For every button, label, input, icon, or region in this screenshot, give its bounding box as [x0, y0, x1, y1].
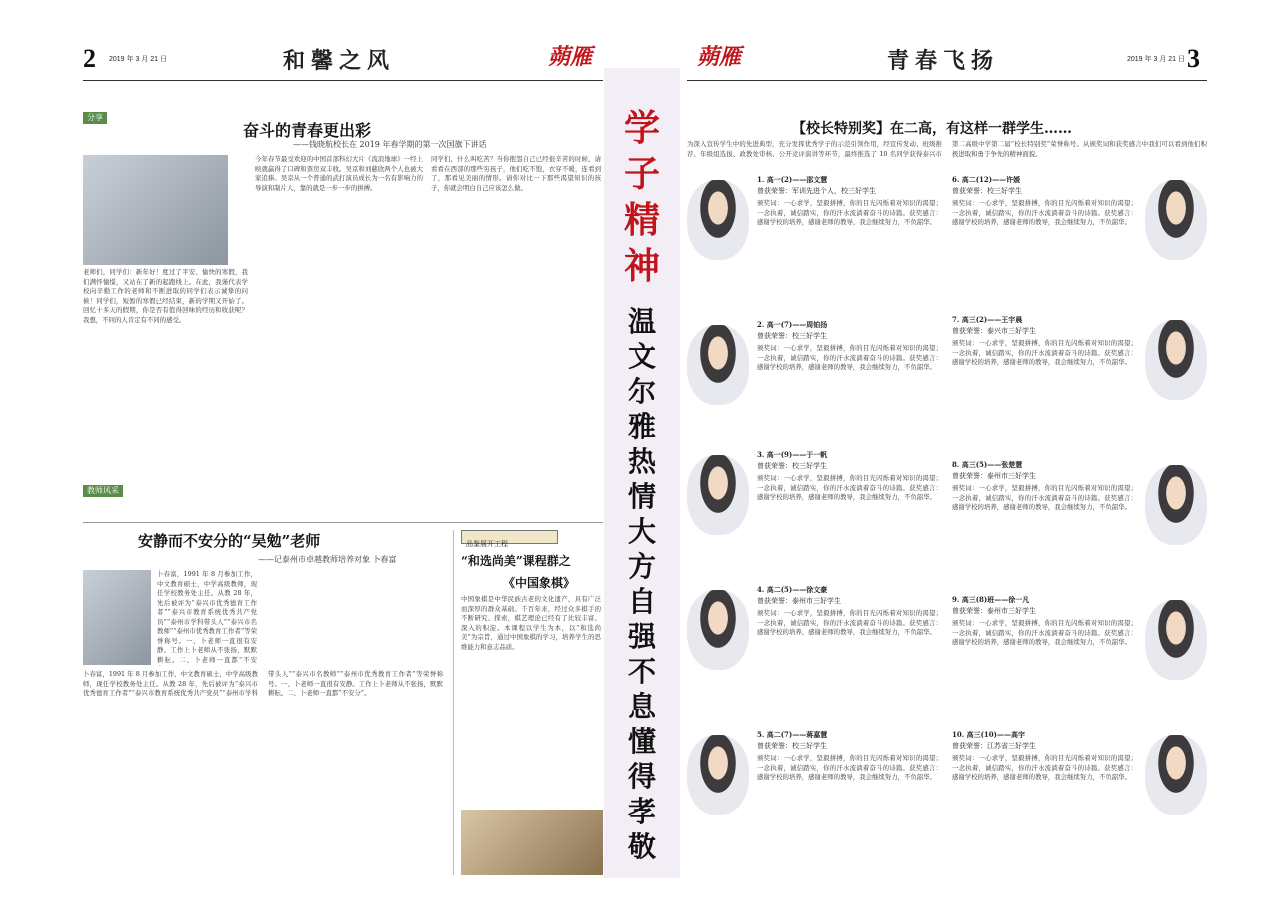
motto-char: 强 — [627, 620, 656, 653]
chess-class-photo — [461, 810, 603, 875]
issue-date: 2019 年 3 月 21 日 — [109, 56, 167, 63]
student-award-text: 颁奖词：一心求学，坚毅拼搏，你的目光闪烁着对知识的渴望；一念执着，诚信踏实，你的汗水流淌着奋斗的诗篇。获奖感言：感谢学校的培养，感谢老师的教导，我会继续努力，不负韶华。 — [757, 754, 942, 781]
student-award-text: 颁奖词：一心求学，坚毅拼搏，你的目光闪烁着对知识的渴望；一念执着，诚信踏实，你的汗水流淌着奋斗的诗篇。获奖感言：感谢学校的培养，感谢老师的教导，我会继续努力，不负韶华。 — [952, 199, 1137, 226]
page-number: 2 — [83, 44, 96, 73]
tag-share: 分享 — [83, 112, 107, 124]
student-award-text: 颁奖词：一心求学，坚毅拼搏，你的目光闪烁着对知识的渴望；一念执着，诚信踏实，你的汗水流淌着奋斗的诗篇。获奖感言：感谢学校的培养，感谢老师的教导，我会继续努力，不负韶华。 — [952, 339, 1137, 366]
motto-char: 得 — [627, 760, 656, 793]
article1-col1: 老师们，同学们：新年好！度过了平安、愉快的寒假，我们满怀憧憬，又站在了新的起跑线上。在此，我谨代表学校向辛勤工作的老师和不断进取的同学们表示诚挚的问候！同学们，短暂的寒假已经结束，新的学期又开始了。回忆十多天的假期，你是否有值得回味的经历和收获呢？我想，不同的人肯定有不同的感受。 — [83, 268, 248, 324]
newspaper-logo: 蒴雁 — [548, 44, 593, 70]
article1-byline: ——钱晓航校长在 2019 年春学期的第一次国旗下讲话 — [293, 140, 487, 149]
motto-char: 子 — [623, 154, 660, 195]
student-name: 1. 高一(2)——邵文慧 — [757, 175, 828, 184]
student-card — [952, 460, 1207, 590]
student-honor: 曾获荣誉：泰兴市三好学生 — [952, 327, 1036, 335]
tag-feature: 品鉴展开工程 — [466, 540, 508, 548]
article2-body: 卜春富，1991 年 8 月参加工作，中文教育硕士，中学高级教师，现任学校教务处主任。从教 28 年，先后被评为“泰兴市优秀德育工作者”“泰兴市教育系统优秀共产党员”“泰州市学科带头人”“泰兴市名教师”“泰州市优秀教育工作者”等荣誉称号。一、卜老师一直很有安静。工作上卜老师从不张扬，默默耕耘。二、卜老师一直都“不安分”。 — [83, 670, 443, 697]
awards-intro: 为深入宣传学生中的先进典型，充分发挥优秀学子的示范引领作用，经宣传发动、班级推荐、年级组选拔、政教处审核、公开竞评演讲等环节，最终推选了 10 名同学获得泰兴市第二高级中学第二届“校长特别奖”荣誉称号。从颁奖词和获奖感言中我们可以看到他们积极进取和勇于争先的精神面貌。 — [687, 140, 1207, 158]
student-award-text: 颁奖词：一心求学，坚毅拼搏，你的目光闪烁着对知识的渴望；一念执着，诚信踏实，你的汗水流淌着奋斗的诗篇。获奖感言：感谢学校的培养，感谢老师的教导，我会继续努力，不负韶华。 — [952, 619, 1137, 646]
article3-subheadline: 《中国象棋》 — [503, 576, 576, 590]
motto-char: 学 — [623, 108, 660, 149]
student-photo — [1145, 600, 1207, 680]
motto-char: 尔 — [627, 375, 656, 408]
student-award-text: 颁奖词：一心求学，坚毅拼搏，你的目光闪烁着对知识的渴望；一念执着，诚信踏实，你的汗水流淌着奋斗的诗篇。获奖感言：感谢学校的培养，感谢老师的教导，我会继续努力，不负韶华。 — [757, 344, 942, 371]
student-photo — [687, 325, 749, 405]
student-name: 10. 高三(10)——高宇 — [952, 730, 1025, 739]
section-title: 青春飞扬 — [887, 48, 1000, 74]
divider — [83, 522, 603, 523]
motto-char: 精 — [623, 200, 660, 241]
article3-headline: “和选尚美”课程群之 — [461, 554, 571, 568]
student-award-text: 颁奖词：一心求学，坚毅拼搏，你的目光闪烁着对知识的渴望；一念执着，诚信踏实，你的汗水流淌着奋斗的诗篇。获奖感言：感谢学校的培养，感谢老师的教导，我会继续努力，不负韶华。 — [952, 754, 1137, 781]
student-photo — [687, 735, 749, 815]
student-photo — [687, 455, 749, 535]
article1-col2: 今年春节最受欢迎的中国首部科幻大片《流浪地球》一经上映就赢得了口碑和票房双丰收。吴京和刘慈欣两个人也被大家追捧。吴京从一个普通的武打演员成长为一名有影响力的导演和制片人，靠的就是一步一步的拼搏。 — [255, 155, 423, 192]
article2-byline: ——记泰州市卓越教师培养对象 卜春富 — [258, 555, 397, 564]
right-page — [687, 40, 1207, 880]
student-award-text: 颁奖词：一心求学，坚毅拼搏，你的目光闪烁着对知识的渴望；一念执着，诚信踏实，你的汗水流淌着奋斗的诗篇。获奖感言：感谢学校的培养，感谢老师的教导，我会继续努力，不负韶华。 — [952, 484, 1137, 511]
student-card — [687, 585, 942, 715]
student-name: 9. 高三(8)班——徐一凡 — [952, 595, 1030, 604]
student-honor: 曾获荣誉：泰州市三好学生 — [757, 597, 841, 605]
motto-char: 雅 — [627, 410, 656, 443]
article1-headline: 奋斗的青春更出彩 — [243, 121, 372, 140]
student-photo — [687, 180, 749, 260]
student-award-text: 颁奖词：一心求学，坚毅拼搏，你的目光闪烁着对知识的渴望；一念执着，诚信踏实，你的汗水流淌着奋斗的诗篇。获奖感言：感谢学校的培养，感谢老师的教导，我会继续努力，不负韶华。 — [757, 199, 942, 226]
student-honor: 曾获荣誉：江苏省三好学生 — [952, 742, 1036, 750]
newspaper-logo: 蒴雁 — [697, 44, 742, 70]
teacher-photo — [83, 570, 151, 665]
page-number: 3 — [1187, 44, 1200, 73]
motto-char: 孝 — [627, 795, 656, 828]
motto-char: 大 — [627, 515, 656, 548]
student-photo — [1145, 465, 1207, 545]
section-title: 和馨之风 — [283, 48, 396, 74]
student-honor: 曾获荣誉：校三好学生 — [757, 332, 827, 340]
motto-char: 不 — [627, 655, 656, 688]
motto-char: 热 — [627, 445, 656, 478]
motto-char: 情 — [627, 480, 656, 513]
student-card — [952, 175, 1207, 305]
student-honor: 曾获荣誉：军训先进个人，校三好学生 — [757, 187, 876, 195]
article1-col3: 同学们，什么叫吃苦？当你抱怨自己已经很辛苦的时候，请看看在西部的那些穷孩子，他们吃不饱，衣穿不暖，连看到了，那看见美丽的情形。请你对比一下那些渴望知识的孩子，你就会明白自己应该怎么做。 — [431, 155, 601, 192]
student-card — [952, 595, 1207, 725]
student-honor: 曾获荣誉：泰州市三好学生 — [952, 607, 1036, 615]
column-rule — [453, 530, 454, 875]
issue-date: 2019 年 3 月 21 日 — [1127, 56, 1185, 63]
motto-char: 神 — [623, 246, 660, 287]
student-name: 2. 高一(7)——周铂扬 — [757, 320, 828, 329]
student-card — [687, 175, 942, 305]
motto-char: 息 — [627, 690, 656, 723]
student-card — [952, 315, 1207, 445]
student-honor: 曾获荣誉：校三好学生 — [952, 187, 1022, 195]
student-name: 3. 高一(9)——于一帆 — [757, 450, 828, 459]
motto-char: 方 — [627, 550, 656, 583]
student-photo — [1145, 320, 1207, 400]
student-card — [687, 450, 942, 580]
motto-char: 自 — [627, 585, 656, 618]
article2-headline: 安静而不安分的“吴勉”老师 — [138, 532, 321, 550]
motto-char: 懂 — [627, 725, 656, 758]
student-photo — [687, 590, 749, 670]
awards-headline: 【校长特别奖】在二高，有这样一群学生…… — [792, 121, 1072, 137]
student-name: 6. 高二(12)——许媛 — [952, 175, 1021, 184]
student-award-text: 颁奖词：一心求学，坚毅拼搏，你的目光闪烁着对知识的渴望；一念执着，诚信踏实，你的汗水流淌着奋斗的诗篇。获奖感言：感谢学校的培养，感谢老师的教导，我会继续努力，不负韶华。 — [757, 609, 942, 636]
motto-char: 敬 — [627, 830, 656, 863]
feature-tag-box — [461, 530, 558, 548]
student-photo — [1145, 180, 1207, 260]
right-page-header — [687, 40, 1207, 81]
student-card — [952, 730, 1207, 860]
student-card — [687, 730, 942, 860]
student-award-text: 颁奖词：一心求学，坚毅拼搏，你的目光闪烁着对知识的渴望；一念执着，诚信踏实，你的汗水流淌着奋斗的诗篇。获奖感言：感谢学校的培养，感谢老师的教导，我会继续努力，不负韶华。 — [757, 474, 942, 501]
article2-intro: 卜春富，1991 年 8 月参加工作，中文教育硕士，中学高级教师，现任学校教务处主任。从教 28 年，先后被评为“泰兴市优秀德育工作者”“泰兴市教育系统优秀共产党员”“泰州市学科带头人”“泰兴市名教师”“泰州市优秀教育工作者”等荣誉称号。一、卜老师一直很有安静。工作上卜老师从不张扬，默默耕耘。二、卜老师一直都“不安 — [157, 570, 257, 664]
student-honor: 曾获荣誉：校三好学生 — [757, 742, 827, 750]
student-photo — [1145, 735, 1207, 815]
student-name: 4. 高二(5)——徐文豪 — [757, 585, 828, 594]
student-honor: 曾获荣誉：校三好学生 — [757, 462, 827, 470]
student-name: 8. 高三(5)——张楚慧 — [952, 460, 1023, 469]
student-honor: 曾获荣誉：泰州市三好学生 — [952, 472, 1036, 480]
tag-teacher: 教师风采 — [83, 485, 123, 497]
article3-body: 中国象棋是中华民族古老的文化遗产，具有广泛而深厚的群众基础。千百年来，经过众多棋手的不断研究、探索，棋艺理论已经有了比较丰富、深入的积淀。本课程以学生为本，以“和选尚美”为宗旨，通过中国象棋的学习，培养学生的思维能力和意志品质。 — [461, 595, 601, 651]
left-page-header — [83, 40, 603, 81]
student-name: 7. 高三(2)——王宇晨 — [952, 315, 1023, 324]
motto-char: 温 — [627, 305, 656, 338]
student-name: 5. 高二(7)——蒋嘉慧 — [757, 730, 828, 739]
left-page — [83, 40, 603, 880]
motto-char: 文 — [627, 340, 656, 373]
student-card — [687, 320, 942, 450]
principal-speech-photo — [83, 155, 228, 265]
